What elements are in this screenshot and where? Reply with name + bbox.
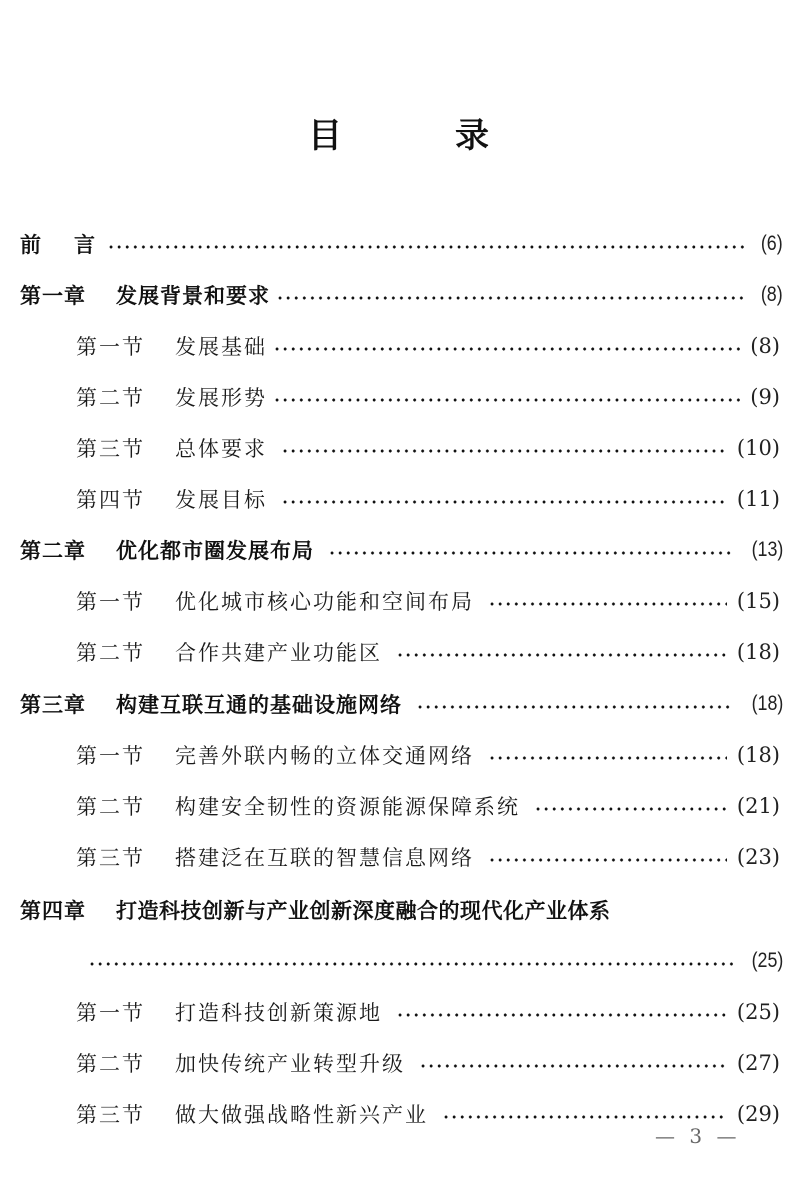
toc-chapter-title: 发展背景和要求 (116, 284, 270, 308)
toc-section-number: 第二节 (76, 1052, 145, 1076)
dot-leader (88, 961, 733, 967)
toc-page-ref: (29) (736, 1102, 780, 1126)
toc-entry-section-1-3[interactable] (0, 428, 800, 468)
toc-entry-chapter-4-continuation[interactable] (88, 941, 800, 981)
dot-leader (396, 1012, 727, 1018)
toc-page-ref: (25) (751, 949, 783, 972)
toc-entry-chapter-4[interactable] (0, 890, 800, 930)
toc-page-ref: (6) (761, 232, 783, 255)
dot-leader (396, 652, 727, 658)
toc-section-title: 合作共建产业功能区 (175, 641, 382, 665)
dot-leader (488, 857, 727, 863)
toc-section-number: 第二节 (76, 795, 145, 819)
toc-section-number: 第三节 (76, 437, 145, 461)
toc-page-ref: (13) (751, 538, 783, 561)
toc-section-title: 打造科技创新策源地 (175, 1001, 382, 1025)
dot-leader (416, 704, 733, 710)
toc-section-title: 做大做强战略性新兴产业 (175, 1103, 428, 1127)
dot-leader (534, 806, 727, 812)
toc-chapter-title: 构建互联互通的基础设施网络 (116, 693, 402, 717)
toc-chapter-number: 第四章 (20, 899, 86, 923)
toc-entry-section-2-1[interactable] (0, 581, 800, 621)
toc-section-title: 发展基础 (175, 335, 267, 359)
toc-section-title: 完善外联内畅的立体交通网络 (175, 744, 474, 768)
toc-entry-section-1-1[interactable] (0, 326, 800, 366)
dot-leader (442, 1114, 727, 1120)
toc-page-ref: (18) (751, 692, 783, 715)
toc-section-title: 总体要求 (175, 437, 267, 461)
page-title-char-1: 目 (308, 116, 342, 156)
dot-leader (488, 601, 727, 607)
toc-entry-section-3-2[interactable] (0, 786, 800, 826)
toc-section-number: 第三节 (76, 1103, 145, 1127)
toc-section-title: 构建安全韧性的资源能源保障系统 (175, 795, 520, 819)
toc-entry-section-3-3[interactable] (0, 837, 800, 877)
toc-entry-chapter-2[interactable] (0, 530, 800, 570)
toc-page-ref: (8) (750, 334, 780, 358)
toc-section-number: 第四节 (76, 488, 145, 512)
dot-leader (273, 397, 740, 403)
toc-page-ref: (18) (736, 743, 780, 767)
toc-section-number: 第二节 (76, 386, 145, 410)
toc-entry-section-2-2[interactable] (0, 632, 800, 672)
toc-entry-section-4-2[interactable] (0, 1043, 800, 1083)
page-title-char-2: 录 (455, 116, 489, 156)
toc-section-title: 搭建泛在互联的智慧信息网络 (175, 846, 474, 870)
toc-page-ref: (21) (736, 794, 780, 818)
toc-entry-section-1-4[interactable] (0, 479, 800, 519)
toc-page-ref: (8) (761, 283, 783, 306)
toc-section-title: 加快传统产业转型升级 (175, 1052, 405, 1076)
toc-section-number: 第二节 (76, 641, 145, 665)
toc-section-title: 发展目标 (175, 488, 267, 512)
toc-entry-preface[interactable] (0, 224, 800, 264)
toc-page-ref: (27) (736, 1051, 780, 1075)
dot-leader (273, 346, 740, 352)
toc-entry-chapter-3[interactable] (0, 684, 800, 724)
toc-page-ref: (9) (750, 385, 780, 409)
toc-section-title: 发展形势 (175, 386, 267, 410)
toc-entry-title: 前 言 (20, 233, 101, 257)
dot-leader (488, 755, 727, 761)
toc-entry-section-3-1[interactable] (0, 735, 800, 775)
toc-entry-chapter-1[interactable] (0, 275, 800, 315)
toc-section-number: 第一节 (76, 335, 145, 359)
dot-leader (281, 448, 727, 454)
toc-page-ref: (18) (736, 640, 780, 664)
toc-page-ref: (11) (736, 487, 780, 511)
toc-chapter-number: 第一章 (20, 284, 86, 308)
toc-chapter-number: 第三章 (20, 693, 86, 717)
toc-page-ref: (23) (736, 845, 780, 869)
toc-section-number: 第一节 (76, 1001, 145, 1025)
toc-entry-section-4-1[interactable] (0, 992, 800, 1032)
dot-leader (328, 550, 733, 556)
page-number: — 3 — (655, 1124, 741, 1148)
toc-chapter-title: 优化都市圈发展布局 (116, 539, 314, 563)
toc-page-ref: (25) (736, 1000, 780, 1024)
dot-leader (276, 295, 744, 301)
toc-page-ref: (15) (736, 589, 780, 613)
toc-section-number: 第一节 (76, 744, 145, 768)
toc-entry-section-1-2[interactable] (0, 377, 800, 417)
toc-section-title: 优化城市核心功能和空间布局 (175, 590, 474, 614)
toc-page-ref: (10) (736, 436, 780, 460)
toc-section-number: 第三节 (76, 846, 145, 870)
dot-leader (419, 1063, 727, 1069)
toc-chapter-number: 第二章 (20, 539, 86, 563)
dot-leader (281, 499, 727, 505)
toc-chapter-title: 打造科技创新与产业创新深度融合的现代化产业体系 (116, 899, 611, 923)
dot-leader (107, 244, 744, 250)
toc-section-number: 第一节 (76, 590, 145, 614)
